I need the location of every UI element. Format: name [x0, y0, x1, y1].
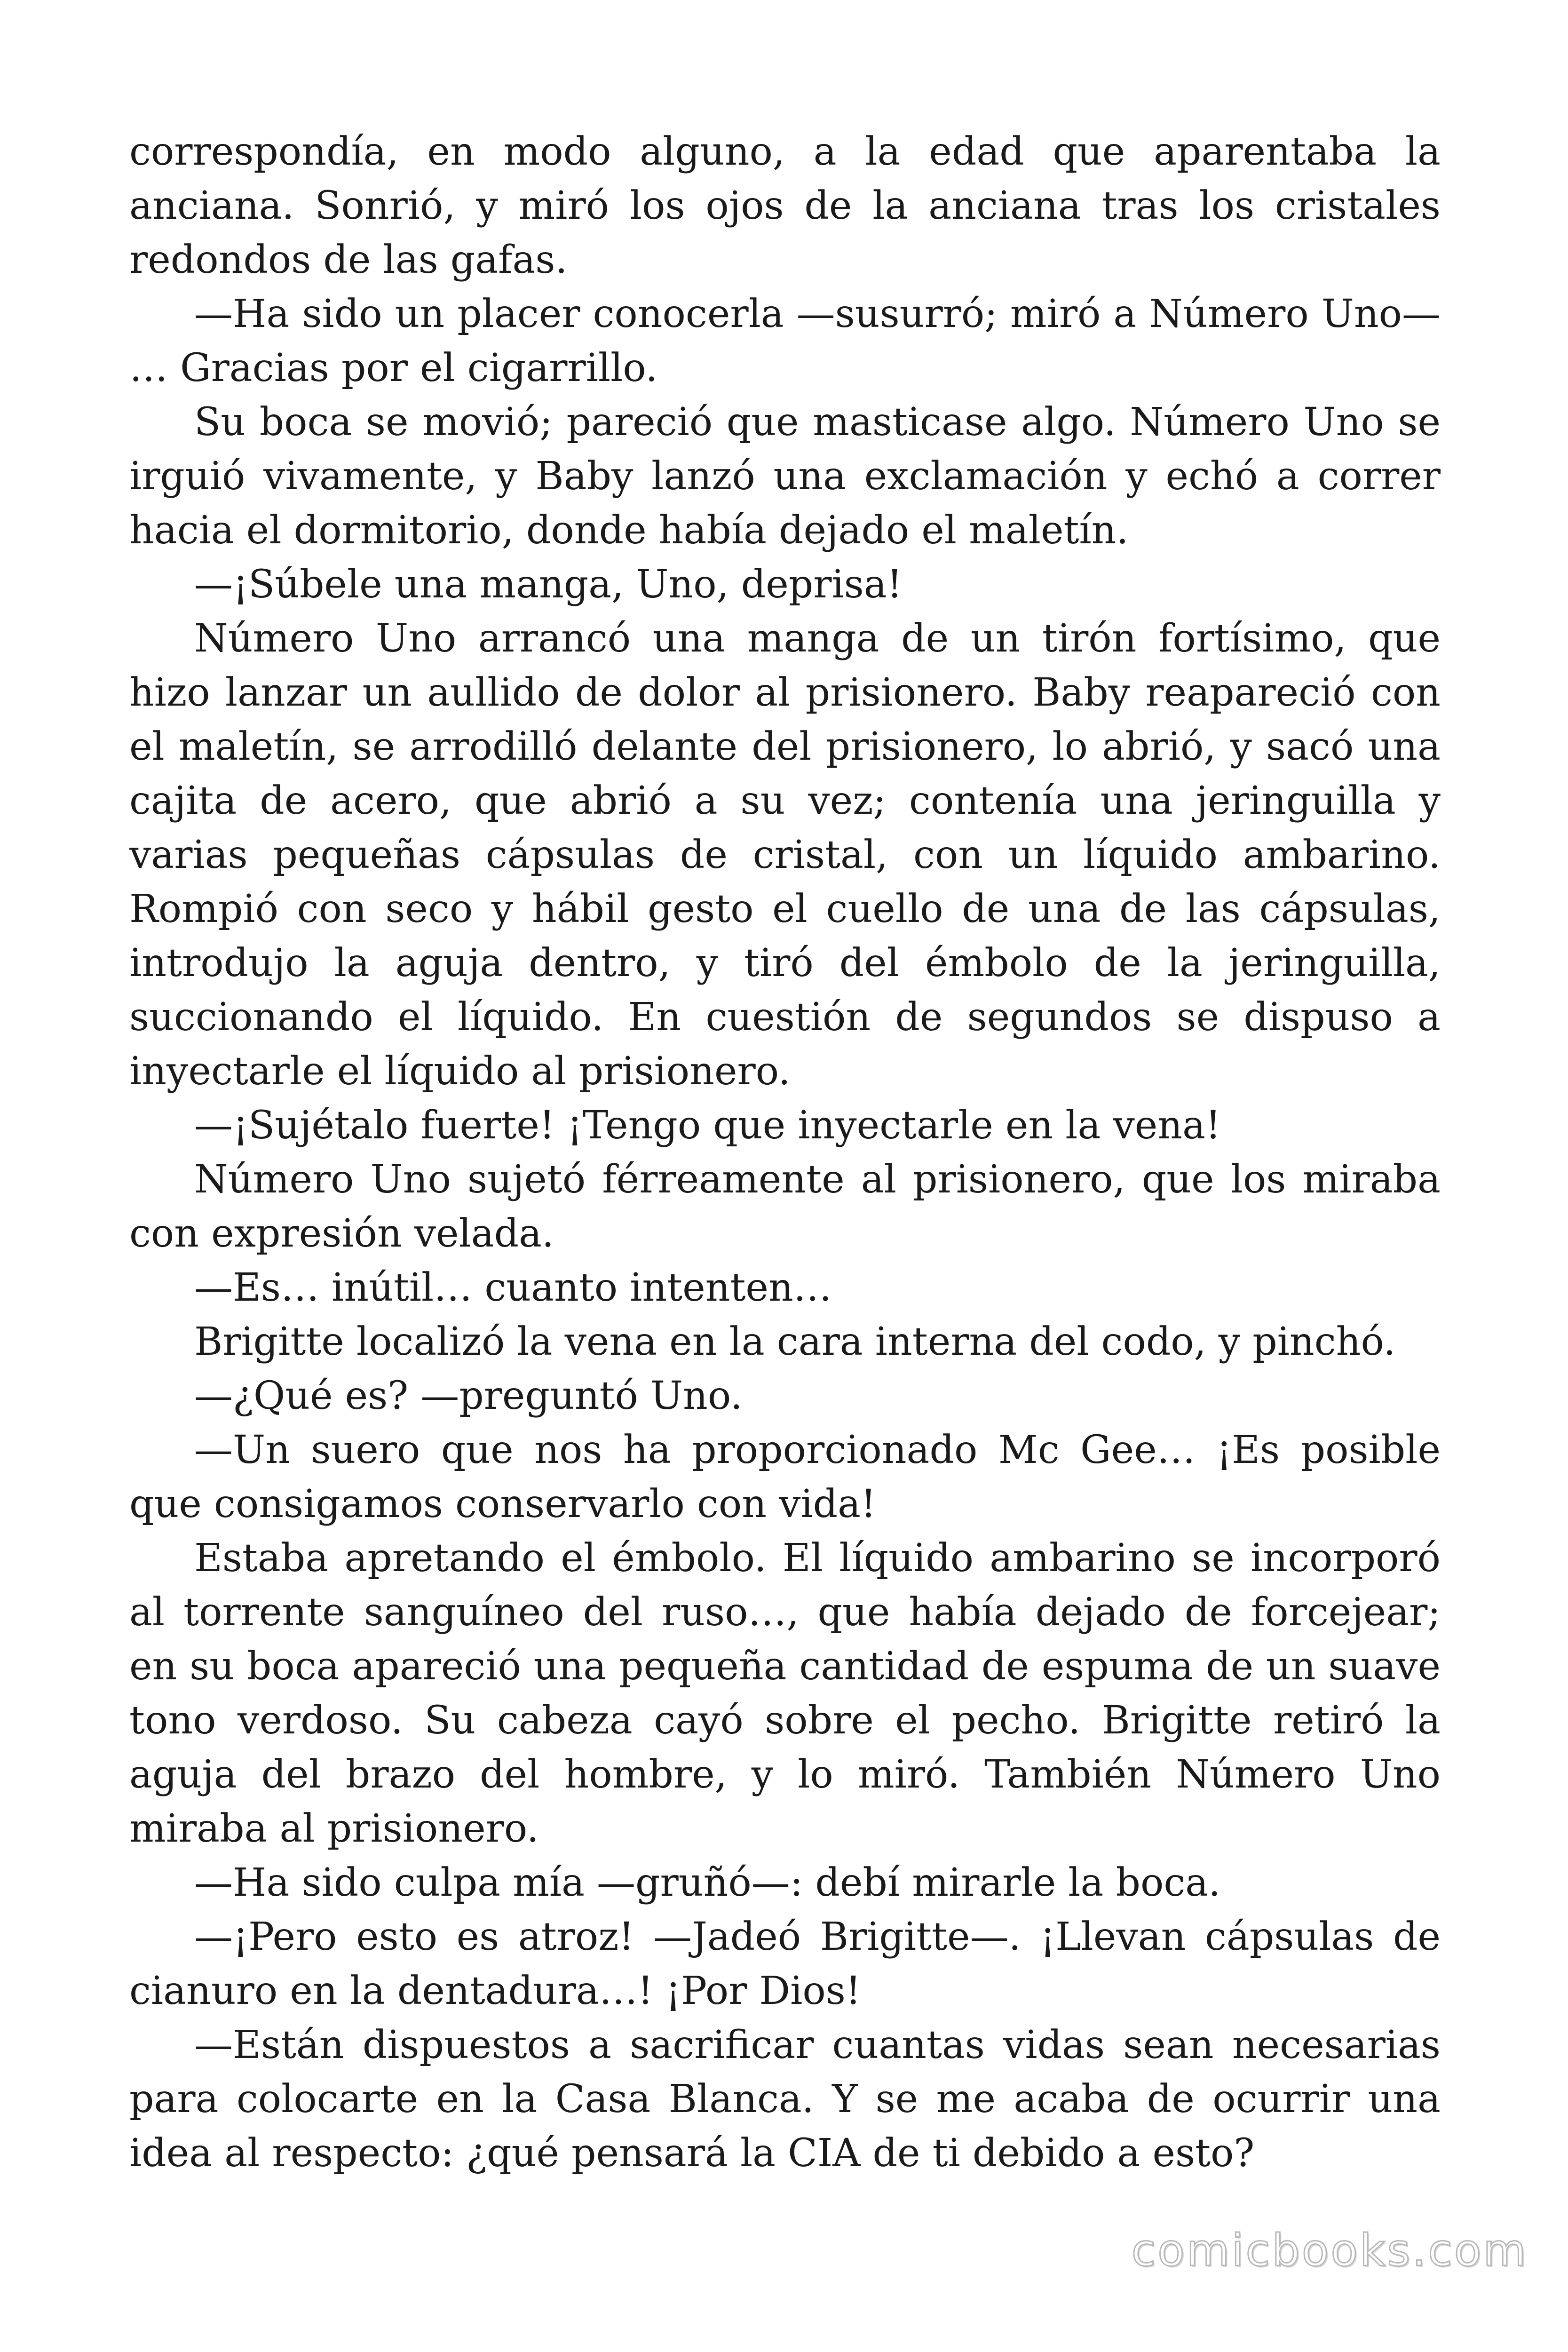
paragraph: —Ha sido culpa mía —gruñó—: debí mirarle la boca.: [194, 1860, 1221, 1905]
paragraph: —¿Qué es? —preguntó Uno.: [194, 1374, 743, 1418]
watermark: comicbooks.com: [1131, 2225, 1528, 2276]
paragraph: —Es… inútil… cuanto intenten…: [194, 1265, 832, 1310]
paragraph: —¡Sujétalo fuerte! ¡Tengo que inyectarle en la vena!: [194, 1103, 1221, 1148]
paragraph: —Están dispuestos a sacrificar cuantas vidas sean necesarias para colocarte en la Casa Blanca. Y se me acaba de ocurrir una idea al respecto: ¿qué pensará la CIA de ti debido a esto?: [129, 2023, 1441, 2176]
paragraph: Estaba apretando el émbolo. El líquido ambarino se incorporó al torrente sanguíneo del ruso…, que había dejado de forcejear; en su boca apareció una pequeña cantidad de espuma de un suave tono verdoso. Su cabeza cayó sobre el pecho. Brigitte retiró la aguja del brazo del hombre, y lo miró. También Número Uno miraba al prisionero.: [129, 1536, 1441, 1851]
paragraph: correspondía, en modo alguno, a la edad que aparentaba la anciana. Sonrió, y miró los ojos de la anciana tras los cristales redondos de las gafas.: [129, 129, 1441, 282]
paragraph: —¡Súbele una manga, Uno, deprisa!: [194, 562, 903, 607]
paragraph: Su boca se movió; pareció que masticase algo. Número Uno se irguió vivamente, y Baby lanzó una exclamación y echó a correr hacia el dormitorio, donde había dejado el maletín.: [129, 400, 1441, 553]
paragraph: Número Uno sujetó férreamente al prisionero, que los miraba con expresión velada.: [129, 1157, 1441, 1256]
book-page-text: [129, 125, 1441, 2180]
paragraph: —Un suero que nos ha proporcionado Mc Gee… ¡Es posible que consigamos conservarlo con vida!: [129, 1428, 1441, 1526]
paragraph: —¡Pero esto es atroz! —Jadeó Brigitte—. ¡Llevan cápsulas de cianuro en la dentadura…! ¡Por Dios!: [129, 1915, 1441, 2013]
paragraph: Número Uno arrancó una manga de un tirón fortísimo, que hizo lanzar un aullido de dolor al prisionero. Baby reapareció con el maletín, se arrodilló delante del prisionero, lo abrió, y sacó una cajita de acero, que abrió a su vez; contenía una jeringuilla y varias pequeñas cápsulas de cristal, con un líquido ambarino. Rompió con seco y hábil gesto el cuello de una de las cápsulas, introdujo la aguja dentro, y tiró del émbolo de la jeringuilla, succionando el líquido. En cuestión de segundos se dispuso a inyectarle el líquido al prisionero.: [129, 616, 1441, 1094]
paragraph: Brigitte localizó la vena en la cara interna del codo, y pinchó.: [194, 1319, 1396, 1364]
paragraph: —Ha sido un placer conocerla —susurró; miró a Número Uno— … Gracias por el cigarrillo.: [129, 292, 1441, 390]
